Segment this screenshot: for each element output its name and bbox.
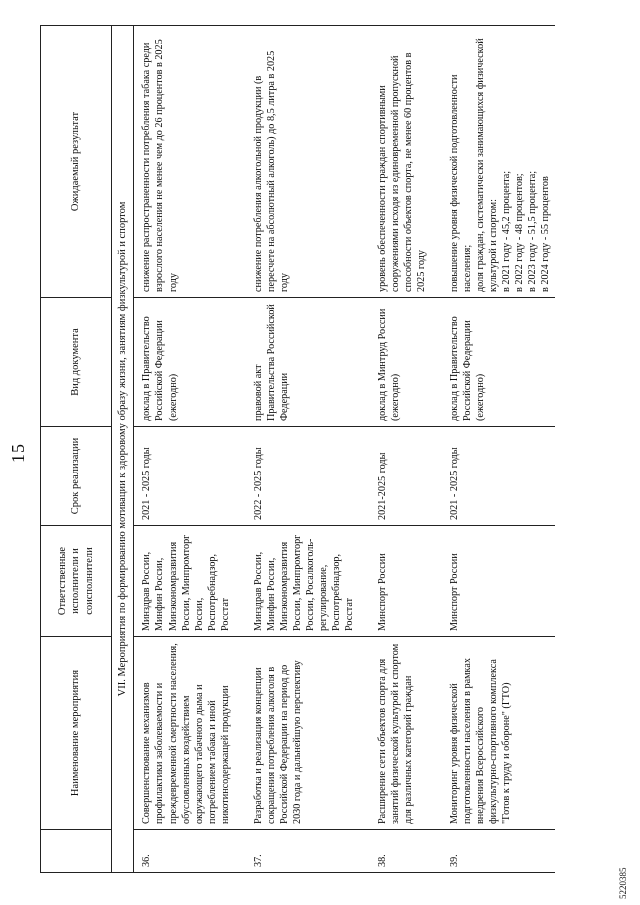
table-header-row — [41, 26, 112, 873]
result-line: в 2023 году - 51,5 процента; — [527, 170, 539, 292]
row-number: 36. — [134, 830, 242, 873]
table-row — [438, 26, 555, 873]
row-number: 39. — [438, 830, 555, 873]
row-name: Расширение сети объектов спорта для занятий физической культурой и спортом для различных категорий граждан — [366, 637, 438, 830]
header-executors: Ответственные исполнители и соисполнители — [41, 526, 112, 637]
document-code: 5220385 — [618, 867, 628, 899]
row-name: Разработка и реализация концепции сокращения потребления алкоголя в Российской Федерации на период до 2030 года и дальнейшую перспективу — [242, 637, 366, 830]
row-doc-type: доклад в Правительство Российской Федерации (ежегодно) — [134, 298, 242, 427]
row-doc-type: правовой акт Правительства Российской Федерации — [242, 298, 366, 427]
row-executors: Минздрав России, Минфин России, Минэкономразвития России, Минпромторг России, Роспотребнадзор, Росстат — [134, 526, 242, 637]
result-line: повышение уровня физической подготовленности населения; — [448, 74, 473, 292]
row-result: снижение потребления алкогольной продукции (в пересчете на абсолютный алкоголь) до 8,5 литра в 2025 году — [242, 26, 366, 298]
row-doc-type: доклад в Минтруд России (ежегодно) — [366, 298, 438, 427]
header-number — [41, 830, 112, 873]
header-term: Срок реализации — [41, 427, 112, 526]
measures-table — [40, 25, 555, 873]
row-term: 2021 - 2025 годы — [134, 427, 242, 526]
row-executors: Минздрав России, Минфин России, Минэкономразвития России, Минпромторг России, Росалкоголь-регулирование, Роспотребнадзор, Росстат — [242, 526, 366, 637]
header-name: Наименование мероприятия — [41, 637, 112, 830]
table-row — [134, 26, 242, 873]
row-executors: Минспорт России — [366, 526, 438, 637]
row-term: 2021 - 2025 годы — [438, 427, 555, 526]
row-name: Совершенствование механизмов профилактики заболеваемости и преждевременной смертности населения, обусловленных воздействием окружающего табачного дыма и потреблением табака и иной никотинсодержащей продукции — [134, 637, 242, 830]
table-row — [242, 26, 366, 873]
section-title: VII. Мероприятия по формированию мотивации к здоровому образу жизни, занятиям физкультурой и спортом — [112, 26, 134, 873]
row-number: 38. — [366, 830, 438, 873]
row-term: 2022 - 2025 годы — [242, 427, 366, 526]
row-result: снижение распространенности потребления табака среди взрослого населения не менее чем до 26 процентов в 2025 году — [134, 26, 242, 298]
result-line: в 2022 году - 48 процентов; — [514, 173, 526, 292]
row-term: 2021-2025 годы — [366, 427, 438, 526]
table-row — [366, 26, 438, 873]
row-number: 37. — [242, 830, 366, 873]
header-doc-type: Вид документа — [41, 298, 112, 427]
row-name: Мониторинг уровня физической подготовленности населения в рамках внедрения Всероссийского физкультурно-спортивного комплекса "Готов к труду и обороне" (ГТО) — [438, 637, 555, 830]
result-line: в 2021 году - 45,2 процента; — [501, 170, 513, 292]
result-line: доля граждан, систематически занимающихся физической культурой и спортом: — [475, 38, 500, 292]
row-executors: Минспорт России — [438, 526, 555, 637]
result-line: в 2024 году - 55 процентов — [540, 176, 552, 292]
row-result: уровень обеспеченности граждан спортивными сооружениями исходя из единовременной пропускной способности объектов спорта, не менее 60 процентов в 2025 году — [366, 26, 438, 298]
section-row — [112, 26, 134, 873]
header-result: Ожидаемый результат — [41, 26, 112, 298]
row-doc-type: доклад в Правительство Российской Федерации (ежегодно) — [438, 298, 555, 427]
row-result — [438, 26, 555, 298]
page-number: 15 — [8, 443, 28, 463]
